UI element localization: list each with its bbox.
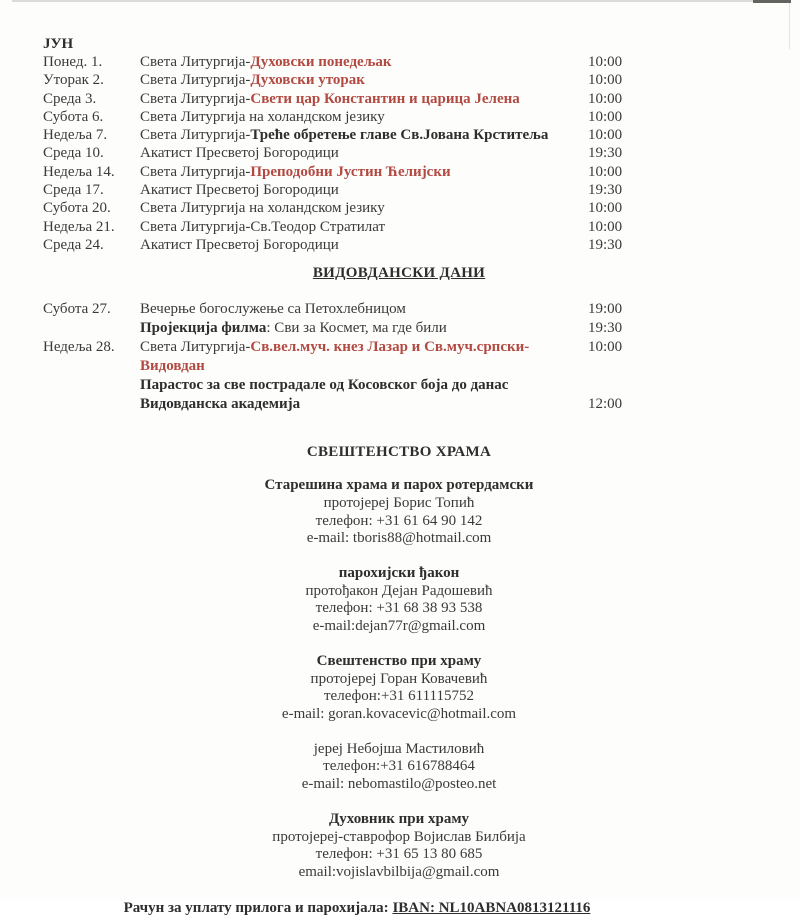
service-description: Света Литургија на холандском језику bbox=[140, 108, 385, 125]
clergy-role: Свештенство при храму bbox=[316, 652, 482, 669]
service-time: 10:00 bbox=[588, 339, 623, 356]
service-time: 19:30 bbox=[588, 145, 623, 162]
service-time: 10:00 bbox=[588, 200, 623, 217]
iban-number: IBAN: NL10ABNA0813121116 bbox=[392, 899, 591, 916]
clergy-phone: телефон: +31 68 38 93 538 bbox=[315, 600, 483, 617]
day-label: Субота 6. bbox=[43, 108, 104, 125]
schedule-row bbox=[43, 376, 640, 395]
clergy-role: Духовник при храму bbox=[328, 810, 470, 827]
day-label: Понед. 1. bbox=[43, 54, 103, 70]
payment-account-label: Рачун за уплату прилога и парохијала: bbox=[123, 899, 393, 916]
day-label: Субота 27. bbox=[43, 301, 111, 318]
service-time: 10:00 bbox=[588, 72, 623, 89]
day-label: Среда 10. bbox=[43, 145, 104, 162]
service-time: 19:30 bbox=[588, 182, 623, 199]
clergy-email: e-mail: tboris88@hotmail.com bbox=[306, 530, 492, 547]
clergy-name: протођакон Дејан Радошевић bbox=[305, 582, 493, 599]
service-description: Света Литургија на холандском језику bbox=[140, 200, 385, 217]
schedule-row bbox=[43, 395, 640, 414]
service-time: 10:00 bbox=[588, 54, 623, 70]
clergy-phone: телефон: +31 65 13 80 685 bbox=[315, 846, 483, 863]
clergy-role: парохијски ђакон bbox=[338, 565, 460, 582]
clergy-email: e-mail: goran.kovacevic@hotmail.com bbox=[281, 706, 517, 722]
clergy-group bbox=[43, 653, 755, 724]
schedule-row bbox=[43, 53, 640, 71]
service-description: Видовданска академија bbox=[140, 396, 301, 413]
service-time: 19:30 bbox=[588, 320, 623, 337]
clergy-email: e-mail: nebomastilo@posteo.net bbox=[301, 776, 497, 793]
service-description: Акатист Пресветој Богородици bbox=[140, 145, 339, 162]
june-schedule-table bbox=[43, 53, 640, 254]
day-label bbox=[43, 376, 140, 395]
service-time: 12:00 bbox=[588, 396, 623, 413]
schedule-row bbox=[43, 218, 640, 236]
service-time bbox=[588, 376, 640, 395]
schedule-row bbox=[43, 144, 640, 162]
service-description: Акатист Пресветој Богородици bbox=[140, 182, 339, 199]
scan-artifact-corner-mark bbox=[753, 0, 791, 3]
service-description: Света Литургија-Преподобни Јустин Ћелијски bbox=[140, 163, 451, 180]
clergy-group bbox=[43, 741, 755, 794]
clergy-group bbox=[43, 477, 755, 548]
clergy-name: протојереј-ставрофор Војислав Билбија bbox=[272, 828, 526, 845]
service-time: 10:00 bbox=[588, 108, 623, 125]
clergy-name: протојереј Горан Ковачевић bbox=[310, 670, 488, 687]
clergy-role: Старешина храма и парох ротердамски bbox=[264, 477, 534, 494]
clergy-email: email:vojislavbilbija@gmail.com bbox=[298, 863, 500, 880]
clergy-section-heading: СВЕШТЕНСТВО ХРАМА bbox=[306, 444, 492, 461]
vidovdan-section-title: ВИДОВДАНСКИ ДАНИ bbox=[312, 265, 486, 282]
service-description: Света Литургија-Духовски уторак bbox=[140, 72, 365, 89]
schedule-row bbox=[43, 108, 640, 126]
clergy-name: протојереј Борис Топић bbox=[323, 494, 475, 511]
payment-account-line bbox=[1, 899, 713, 917]
service-time: 10:00 bbox=[588, 163, 623, 180]
day-label: Недеља 28. bbox=[43, 339, 115, 356]
clergy-name: јереј Небојша Мастиловић bbox=[313, 740, 485, 757]
service-description: Вечерње богослужење са Петохлебницом bbox=[140, 301, 406, 318]
vidovdan-schedule-table bbox=[43, 300, 640, 414]
day-label bbox=[43, 395, 140, 414]
day-label: Уторак 2. bbox=[43, 72, 104, 89]
day-label: Субота 20. bbox=[43, 200, 111, 217]
schedule-row bbox=[43, 181, 640, 199]
day-label: Недеља 7. bbox=[43, 127, 108, 144]
service-time: 19:00 bbox=[588, 301, 623, 318]
service-time: 10:00 bbox=[588, 90, 623, 107]
day-label: Среда 3. bbox=[43, 90, 97, 107]
scan-artifact-top-line bbox=[12, 0, 754, 2]
clergy-phone: телефон:+31 616788464 bbox=[323, 758, 475, 775]
clergy-group bbox=[43, 565, 755, 636]
clergy-group bbox=[43, 811, 755, 882]
schedule-row bbox=[43, 236, 640, 254]
clergy-phone: телефон:+31 611115752 bbox=[324, 688, 474, 705]
service-time: 10:00 bbox=[588, 218, 623, 235]
service-time: 10:00 bbox=[588, 127, 623, 144]
clergy-contacts bbox=[43, 477, 755, 881]
service-time: 19:30 bbox=[588, 236, 623, 253]
service-description: Пројекција филма: Сви за Космет, ма где били bbox=[140, 320, 447, 337]
service-description: Света Литургија-Треће обретење главе Св.Јована Крститеља bbox=[140, 127, 549, 144]
clergy-email: e-mail:dejan77r@gmail.com bbox=[312, 618, 486, 635]
service-description: Света Литургија-Св.Теодор Стратилат bbox=[140, 218, 386, 235]
scan-artifact-right-edge bbox=[789, 3, 790, 49]
schedule-row bbox=[43, 90, 640, 108]
service-description: Акатист Пресветој Богородици bbox=[140, 236, 339, 253]
schedule-row bbox=[43, 319, 640, 338]
schedule-row bbox=[43, 71, 640, 89]
day-label: Среда 24. bbox=[43, 236, 104, 253]
day-label: Недеља 21. bbox=[43, 218, 115, 235]
service-description: Света Литургија-Свети цар Константин и царица Јелена bbox=[140, 90, 520, 107]
clergy-phone: телефон: +31 61 64 90 142 bbox=[315, 512, 483, 529]
day-label bbox=[43, 319, 140, 338]
day-label: Среда 17. bbox=[43, 182, 104, 199]
schedule-row bbox=[43, 338, 640, 376]
schedule-row bbox=[43, 199, 640, 217]
schedule-row bbox=[43, 126, 640, 144]
schedule-row bbox=[43, 163, 640, 181]
service-description: Света Литургија-Св.вел.муч. кнез Лазар и Св.муч.српски-Видовдан bbox=[140, 339, 530, 375]
service-description: Света Литургија-Духовски понедељак bbox=[140, 54, 392, 70]
service-description: Парастос за све пострадале од Косовског боја до данас bbox=[140, 377, 509, 394]
month-title: ЈУН bbox=[43, 36, 74, 52]
day-label: Недеља 14. bbox=[43, 163, 115, 180]
schedule-row bbox=[43, 300, 640, 319]
